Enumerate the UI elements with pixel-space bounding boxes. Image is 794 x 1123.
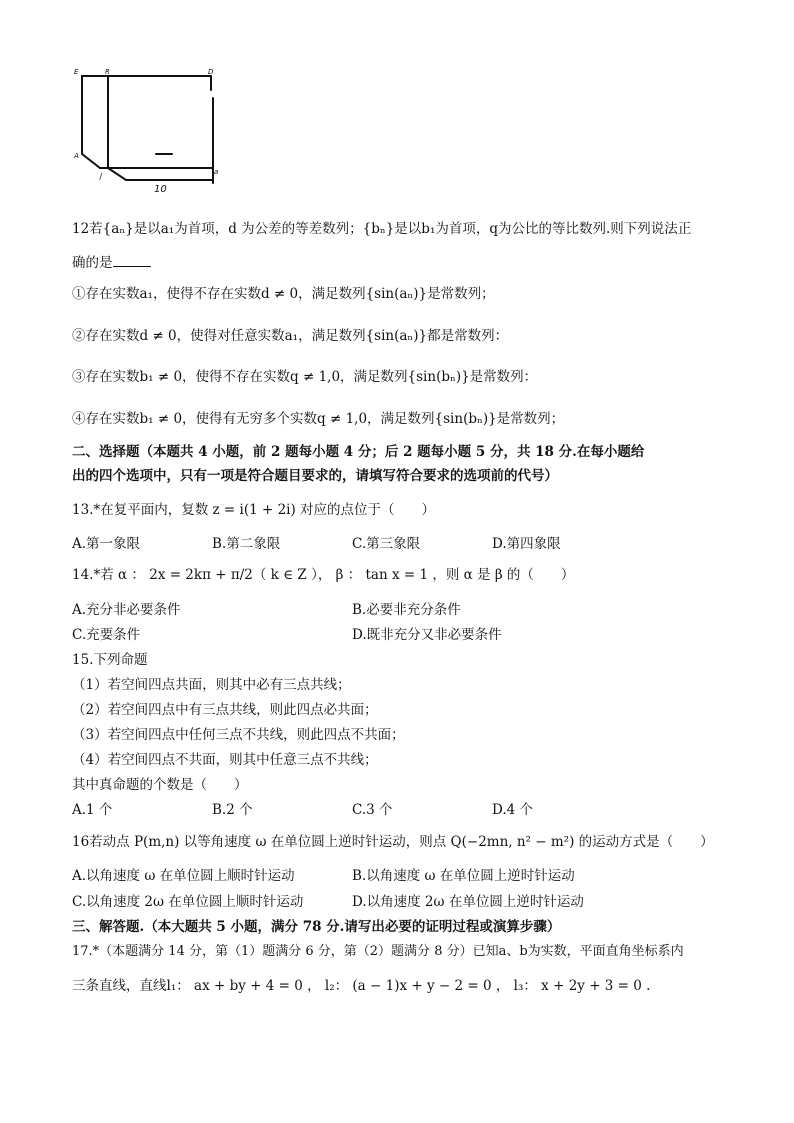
q16-option-c: C.以角速度 2ω 在单位圆上顺时针运动 [72,894,304,910]
q15-option-c: C.3 个 [352,802,393,818]
q15-statement-4: （4）若空间四点不共面，则其中任意三点不共线； [72,752,378,768]
q16-option-a: A.以角速度 ω 在单位圆上顺时针运动 [72,868,295,884]
q12-option-1: ①存在实数a₁，使得不存在实数d ≠ 0，满足数列{sin(aₙ)}是常数列； [72,286,495,302]
q14-option-b: B.必要非充分条件 [352,602,461,618]
fig-label-A: A [74,152,79,160]
fig-bottom-slant [82,154,213,168]
section2-heading-line2: 出的四个选项中，只有一项是符合题目要求的，请填写符合要求的选项前的代号） [72,468,558,484]
q13-option-c: C.第三象限 [352,536,421,552]
fig-label-J: J [100,172,103,180]
q13-option-d: D.第四象限 [492,536,561,552]
q15-question: 其中真命题的个数是（ ） [72,777,248,793]
q15-stem: 15.下列命题 [72,652,148,668]
sketch-figure [68,62,228,197]
fig-label-D: D [208,68,214,76]
q14-option-c: C.充要条件 [72,627,141,643]
q14-option-d: D.既非充分又非必要条件 [352,627,502,643]
q16-option-d: D.以角速度 2ω 在单位圆上逆时针运动 [352,894,584,910]
section3-heading: 三、解答题.（本大题共 5 小题，满分 78 分.请写出必要的证明过程或演算步骤） [72,919,561,935]
q17-line2: 三条直线，直线l₁： ax + by + 4 = 0 ， l₂： (a − 1)x + y − 2 = 0 ， l₃： x + 2y + 3 = 0 . [72,978,651,994]
q15-statement-1: （1）若空间四点共面，则其中必有三点共线； [72,677,351,693]
q13-stem: 13.*在复平面内，复数 z = i(1 + 2i) 对应的点位于（ ） [72,502,436,518]
q16-option-b: B.以角速度 ω 在单位圆上逆时针运动 [352,868,575,884]
fig-label-E: E [74,68,79,76]
q17-line1: 17.*（本题满分 14 分，第（1）题满分 6 分，第（2）题满分 8 分）已知a、b为实数，平面直角坐标系内 [72,944,684,959]
q12-option-3: ③存在实数b₁ ≠ 0，使得不存在实数q ≠ 1,0，满足数列{sin(bₙ)}是常数列： [72,369,538,385]
q12-line1: 12若{aₙ}是以a₁为首项，d 为公差的等差数列；{bₙ}是以b₁为首项，q为公比的等比数列.则下列说法正 [72,221,692,237]
q14-option-a: A.充分非必要条件 [72,602,181,618]
q12-answer-blank [113,254,151,267]
q12-line2 [72,254,151,272]
q13-option-a: A.第一象限 [72,536,141,552]
q15-statement-2: （2）若空间四点中有三点共线，则此四点必共面； [72,702,378,718]
q15-statement-3: （3）若空间四点中任何三点不共线，则此四点不共面； [72,727,405,743]
section2-heading-line1: 二、选择题（本题共 4 小题，前 2 题每小题 4 分；后 2 题每小题 5 分，共 18 分.在每小题给 [72,444,645,460]
q12-line2-text: 确的是 [72,255,113,271]
q16-stem: 16若动点 P(m,n) 以等角速度 ω 在单位圆上逆时针运动，则点 Q(−2mn, n² − m²) 的运动方式是（ ） [72,834,714,850]
q15-option-b: B.2 个 [212,802,253,818]
q12-option-2: ②存在实数d ≠ 0，使得对任意实数a₁，满足数列{sin(aₙ)}都是常数列： [72,328,509,344]
q12-option-4: ④存在实数b₁ ≠ 0，使得有无穷多个实数q ≠ 1,0，满足数列{sin(bₙ)}是常数列； [72,411,565,427]
q15-option-d: D.4 个 [492,802,534,818]
fig-label-length: 10 [154,184,167,195]
fig-label-a: a [214,168,219,176]
q14-stem: 14.*若 α ： 2x = 2kπ + π/2（ k ∈ Z ）， β ： tan x = 1 ，则 α 是 β 的（ ） [72,567,575,583]
fig-bottom-slant-2 [108,168,213,180]
q13-option-b: B.第二象限 [212,536,281,552]
fig-label-R: R [105,68,110,76]
q15-option-a: A.1 个 [72,802,113,818]
